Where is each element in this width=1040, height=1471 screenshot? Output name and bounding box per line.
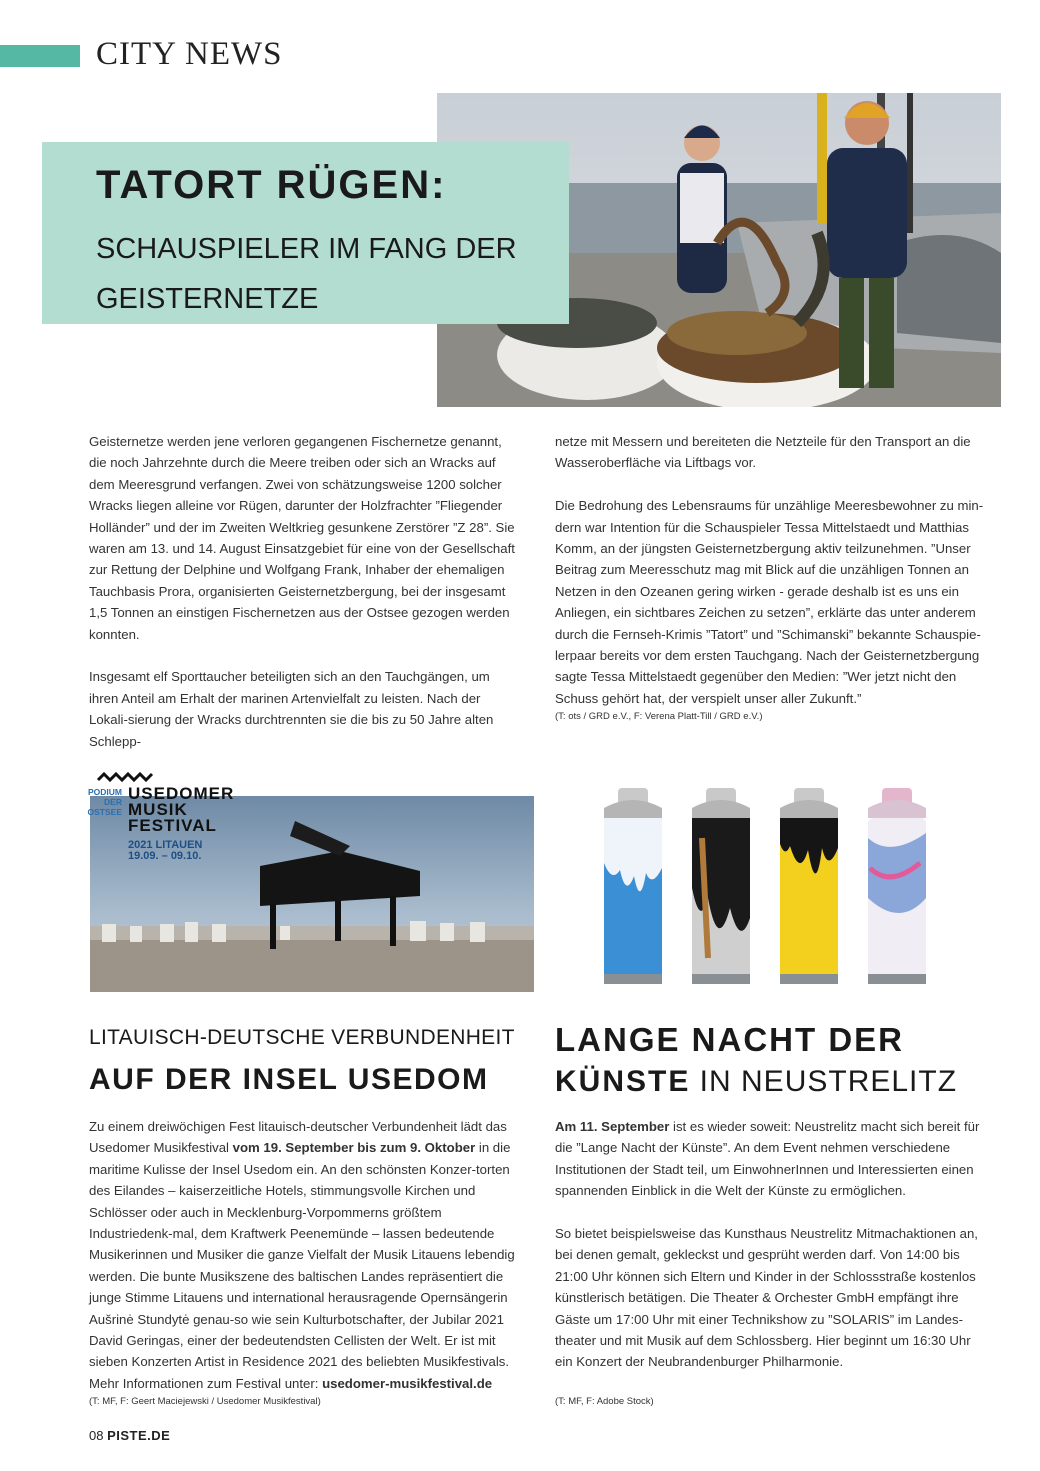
paragraph: Geisternetze werden jene verloren gegangenen Fischernetze genannt, die noch Jahrzehnte durch die Meere treiben oder sich an Wracks auf dem Meeresgrund verfangen. Zwei von schätzungsweise 1200 solcher Wracks liegen alleine vor Rügen, darunter der Holzfrachter ”Fliegender Holländer” und der im Zweiten Weltkrieg gesunkene Zerstörer ”Z 28”. Sie waren am 13. und 14. August Einsatzgebiet für eine von der Gesellschaft zur Rettung der Delphine und Wolfgang Frank, Inhaber der ehemaligen Tauchbasis Prora, organisierten Geisternetzbergung, bei der insgesamt 1,5 Tonnen an einstigen Fischernetzen aus der Ostsee gezogen werden konnten. [89,434,515,642]
paragraph: Die Bedrohung des Lebensraums für unzählige Meeresbewohner zu min-dern war Intention für die Schauspieler Tessa Mittelstaedt und Matthias Komm, an der jüngsten Geisternetzbergung aktiv teilzunehmen. ”Unser Beitrag zum Meeresschutz mag mit Blick auf die unzähligen Tonnen an Netzen in den Ozeanen gering wirken - gerade deshalb ist es uns ein Anliegen, ein sichtbares Zeichen zu setzen”, erklärte das unter anderem durch die Fernseh-Krimis ”Tatort” und ”Schimanski” bekannte Schauspie-lerpaar bereits vor dem ersten Tauchgang. Nach der Geisternetzbergung sagte Tessa Mittelstaedt gegenüber den Medien: ”Wer jetzt nicht den Schuss gehört hat, der verspielt unser aller Zukunft.” [555,498,984,706]
logo-line: MUSIK [128,800,188,819]
logo-line: DER [104,797,122,807]
logo-line: 19.09. – 09.10. [128,850,202,862]
spray-can-yellow [780,788,838,984]
spray-cans-photo [590,778,936,996]
article2-headline: AUF DER INSEL USEDOM [89,1063,489,1096]
page-footer [89,1428,170,1443]
date-range: vom 19. September bis zum 9. Oktober [232,1140,476,1156]
article3-body [555,1116,991,1373]
page-number: 08 [89,1428,108,1443]
logo-line: PODIUM [88,787,122,797]
text-run: Zu einem dreiwöchigen Fest litauisch-deutscher Verbundenheit lädt das Usedomer Musikfestival [89,1119,507,1156]
article2-kicker: LITAUISCH-DEUTSCHE VERBUNDENHEIT [89,1026,515,1049]
podium-der-ostsee-label [72,787,122,817]
article3-headline-line2 [555,1065,957,1099]
headline-rest: IN NEUSTRELITZ [690,1065,958,1098]
magazine-brand: PISTE.DE [107,1428,171,1443]
headline-bold: KÜNSTE [555,1065,691,1098]
article3-headline: LANGE NACHT DER [555,1021,904,1058]
spray-can-pink [868,788,926,984]
wave-icon [96,770,156,784]
paragraph: netze mit Messern und bereiteten die Netzteile für den Transport an die Wasseroberfläche via Liftbags vor. [555,434,971,471]
logo-line: 2021 LITAUEN [128,839,203,851]
paragraph: Insgesamt elf Sporttaucher beteiligten sich an den Tauchgängen, um ihren Anteil am Erhalt der marinen Artenvielfalt zu leisten. Nach der Lokali-sierung der Wracks durchtrennten sie die bis zu 50 Jahre alten Schlepp- [89,669,494,749]
section-title: CITY NEWS [96,36,283,72]
festival-edition [128,840,202,862]
photo-credit: (T: ots / GRD e.V., F: Verena Platt-Till / GRD e.V.) [555,711,763,722]
logo-line: OSTSEE [87,807,122,817]
festival-name [128,786,234,834]
text-run: in die maritime Kulisse der Insel Usedom ein. An den schönsten Konzer-torten des Eilandes – kaiserzeitliche Hotels, stimmungsvolle Kirchen und Schlösser oder auch in Mecklenburg-Vorpommerns größtem Industriedenk-mal, dem Kraftwerk Peenemünde – lassen bedeutende Musikerinnen und Musiker die ganze Vielfalt der Musik Litauens lebendig werden. Die bunte Musikszene des baltischen Landes repräsentiert die junge Stimme Litauens und international herausragende Opernsängerin Aušrinė Stundytė genau-so wie sein Kulturbotschafter, der Jubilar 2021 David Geringas, einer der bedeutendsten Cellisten der Welt. Er ist mit sieben Konzerten Artist in Residence 2021 des beliebten Musikfestivals. Mehr Informationen zum Festival unter: [89,1140,515,1391]
article1-column-right [555,431,995,709]
paragraph [555,1116,991,1202]
article1-column-left [89,431,519,752]
text-run: ist es wieder soweit: Neustrelitz macht sich bereit für die ”Lange Nacht der Künste”. An dem Event nehmen verschiedene Institutionen der Stadt teil, um EinwohnerInnen und Interessierten einen spannenden Einblick in die Welt der Künste zu ermöglichen. [555,1119,980,1199]
article2-body [89,1116,521,1394]
spray-can-blue [604,788,662,984]
logo-line: USEDOMER [128,784,235,803]
article-subheadline: SCHAUSPIELER IM FANG DER GEISTERNETZE [96,233,517,315]
section-color-bar [0,45,80,67]
spray-can-black [692,788,750,984]
festival-logo [72,770,242,865]
photo-credit: (T: MF, F: Adobe Stock) [555,1396,654,1407]
event-date: Am 11. September [555,1119,670,1134]
photo-credit: (T: MF, F: Geert Maciejewski / Usedomer Musikfestival) [89,1396,321,1407]
paragraph: So bietet beispielsweise das Kunsthaus Neustrelitz Mitmachaktionen an, bei denen gemalt, gekleckst und gesprüht werden darf. Von 14:00 bis 21:00 Uhr können sich Eltern und Kinder in der Schlossstraße kostenlos künstlerisch betätigen. Die Theater & Orchester GmbH empfängt ihre Gäste um 17:00 Uhr mit einer Technikshow zu ”SOLARIS” im Landes-theater und mit Musik auf dem Schlossberg. Hier beginnt um 16:30 Uhr ein Konzert der Neubrandenburger Philharmonie. [555,1226,978,1370]
logo-line: FESTIVAL [128,816,217,835]
festival-website: usedomer-musikfestival.de [322,1375,493,1391]
article-headline: TATORT RÜGEN: [96,163,447,207]
